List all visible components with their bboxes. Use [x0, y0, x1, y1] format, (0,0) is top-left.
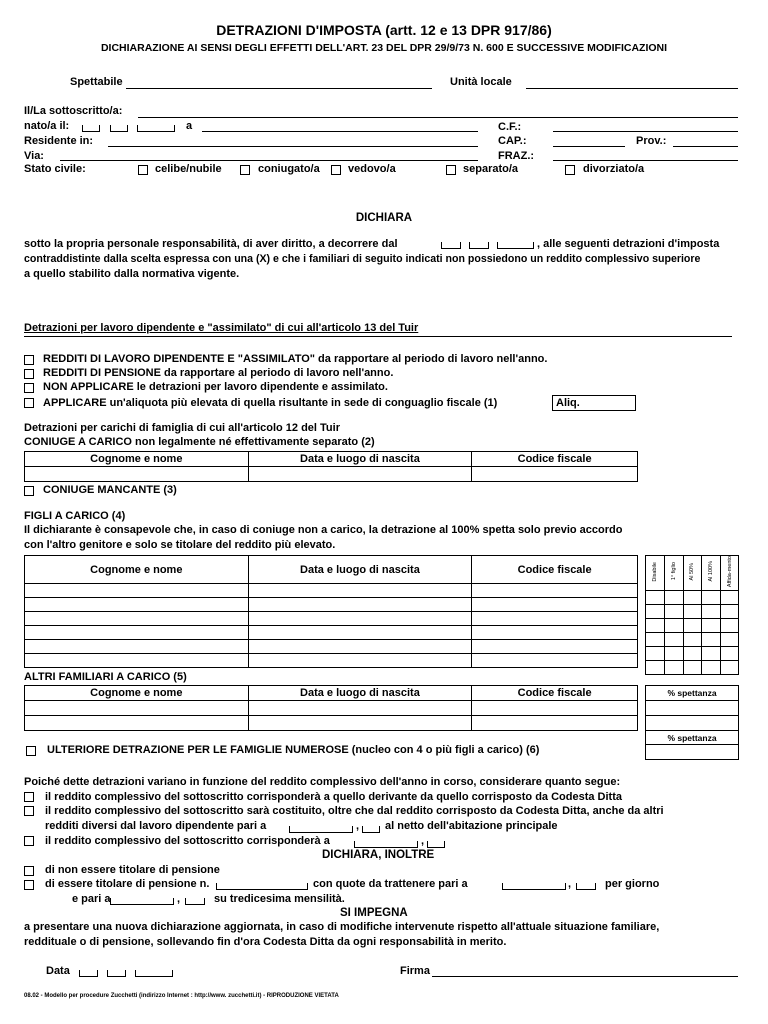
coniuge-col-cf: Codice fiscale: [472, 452, 638, 467]
option-cell[interactable]: [721, 661, 739, 675]
data-month-field[interactable]: [107, 970, 126, 977]
unita-locale-label: Unità locale: [450, 76, 512, 88]
ulteriore-spettanza-cell[interactable]: [646, 745, 739, 760]
nato-label: nato/a il:: [24, 120, 70, 132]
option-cell[interactable]: [664, 633, 683, 647]
figli-table: [24, 555, 638, 668]
figli-text-1: Il dichiarante è consapevole che, in caso di coniuge non a carico, la detrazione al 100% spetta solo previo accordo: [24, 524, 623, 536]
page-title: DETRAZIONI D'IMPOSTA (artt. 12 e 13 DPR 917/86): [216, 22, 552, 38]
lavoro-divider: [24, 336, 732, 337]
spettabile-field[interactable]: [126, 88, 432, 89]
option-cell[interactable]: [721, 619, 739, 633]
altri-spettanza-table: [645, 685, 739, 731]
option-cell[interactable]: [683, 647, 702, 661]
celibe-label: celibe/nubile: [155, 163, 222, 175]
aliquota-label: Aliq.: [556, 397, 580, 409]
comma-sep: ,: [421, 835, 425, 847]
reddito-option-2-checkbox[interactable]: [24, 806, 34, 816]
comma-sep: ,: [568, 878, 572, 890]
decorrenza-year-field[interactable]: [497, 242, 534, 249]
lavoro-option-4-checkbox[interactable]: [24, 398, 34, 408]
prov-label: Prov.:: [636, 135, 667, 147]
figlio-6-cf-cell[interactable]: [472, 654, 638, 668]
coniuge-table: [24, 451, 638, 482]
figlio-1-cf-cell[interactable]: [472, 584, 638, 598]
dichiara-line1a: sotto la propria personale responsabilità, di aver diritto, a decorrere dal: [24, 238, 398, 250]
data-day-field[interactable]: [79, 970, 98, 977]
altro-1-birth-cell[interactable]: [248, 701, 472, 716]
reddito-option-2a-label: il reddito complessivo del sottoscritto sarà costituito, oltre che dal reddito corrisposto da Codesta Ditta, anche da altri: [45, 805, 664, 817]
altri-redditi-amount-field[interactable]: [289, 826, 353, 833]
fraz-field[interactable]: [553, 160, 738, 161]
altri-heading: ALTRI FAMILIARI A CARICO (5): [24, 671, 187, 683]
comma-sep: ,: [177, 893, 181, 905]
option-cell[interactable]: [683, 661, 702, 675]
figli-col-name: Cognome e nome: [25, 556, 249, 584]
coniugato-label: coniugato/a: [258, 163, 320, 175]
figli-text-2: con l'altro genitore e solo se titolare del reddito più elevato.: [24, 539, 336, 551]
coniugato-checkbox[interactable]: [240, 165, 250, 175]
comma-sep: ,: [356, 820, 360, 832]
option-cell[interactable]: [646, 619, 665, 633]
figli-col-cf: Codice fiscale: [472, 556, 638, 584]
lavoro-option-3-label: NON APPLICARE le detrazioni per lavoro dipendente e assimilato.: [43, 381, 388, 393]
coniuge-birth-cell[interactable]: [248, 467, 472, 482]
residente-label: Residente in:: [24, 135, 94, 147]
unita-locale-field[interactable]: [526, 88, 738, 89]
cf-field[interactable]: [553, 131, 738, 132]
reddito-option-3-label: il reddito complessivo del sottoscritto corrisponderà a: [45, 835, 330, 847]
altro-2-cf-cell[interactable]: [472, 716, 638, 731]
per-giorno-label: per giorno: [605, 878, 660, 890]
altri-spettanza-header: % spettanza: [646, 686, 739, 701]
col-al-50: Al 50%: [689, 562, 696, 581]
ulteriore-spettanza-table: [645, 730, 739, 760]
coniuge-col-name: Cognome e nome: [25, 452, 249, 467]
stato-civile-label: Stato civile:: [24, 163, 86, 175]
impegna-title: SI IMPEGNA: [340, 907, 408, 919]
figli-col-birth: Data e luogo di nascita: [248, 556, 472, 584]
lavoro-option-1-label: REDDITI DI LAVORO DIPENDENTE E "ASSIMILATO" da rapportare al periodo di lavoro nell'anno.: [43, 353, 548, 365]
altri-col-birth: Data e luogo di nascita: [248, 686, 472, 701]
lavoro-option-2-label: REDDITI DI PENSIONE da rapportare al periodo di lavoro nell'anno.: [43, 367, 394, 379]
coniuge-col-birth: Data e luogo di nascita: [248, 452, 472, 467]
figlio-5-cf-cell[interactable]: [472, 640, 638, 654]
figlio-3-name-cell[interactable]: [25, 612, 249, 626]
figlio-5-name-cell[interactable]: [25, 640, 249, 654]
option-cell[interactable]: [664, 647, 683, 661]
no-pensione-checkbox[interactable]: [24, 866, 34, 876]
figli-heading: FIGLI A CARICO (4): [24, 510, 126, 522]
figlio-4-birth-cell[interactable]: [248, 626, 472, 640]
spettabile-label: Spettabile: [70, 76, 123, 88]
divorziato-label: divorziato/a: [583, 163, 645, 175]
option-cell[interactable]: [721, 605, 739, 619]
coniuge-label: CONIUGE A CARICO non legalmente né effettivamente separato (2): [24, 436, 375, 448]
option-cell[interactable]: [721, 591, 739, 605]
separato-checkbox[interactable]: [446, 165, 456, 175]
altro-2-name-cell[interactable]: [25, 716, 249, 731]
sottoscritto-label: Il/La sottoscritto/a:: [24, 105, 123, 117]
e-pari-label: e pari a: [72, 893, 111, 905]
reddito-option-1-label: il reddito complessivo del sottoscritto corrisponderà a quello derivante da quello corrisposto da Codesta Ditta: [45, 791, 623, 803]
coniuge-mancante-label: CONIUGE MANCANTE (3): [43, 484, 177, 496]
option-cell[interactable]: [664, 619, 683, 633]
option-cell[interactable]: [664, 605, 683, 619]
reddito-totale-amount-field[interactable]: [354, 841, 418, 848]
reddito-option-1-checkbox[interactable]: [24, 792, 34, 802]
figli-options-table: [645, 555, 739, 675]
no-pensione-label: di non essere titolare di pensione: [45, 864, 220, 876]
prov-field[interactable]: [673, 146, 738, 147]
altri-col-name: Cognome e nome: [25, 686, 249, 701]
option-cell[interactable]: [702, 633, 721, 647]
divorziato-checkbox[interactable]: [565, 165, 575, 175]
vedovo-label: vedovo/a: [348, 163, 396, 175]
coniuge-name-cell[interactable]: [25, 467, 249, 482]
aliquota-field[interactable]: [552, 395, 636, 411]
inoltre-title: DICHIARA, INOLTRE: [322, 849, 435, 861]
firma-field[interactable]: [432, 976, 738, 977]
via-label: Via:: [24, 150, 44, 162]
cap-label: CAP.:: [498, 135, 527, 147]
reddito-option-3-checkbox[interactable]: [24, 836, 34, 846]
option-cell[interactable]: [683, 591, 702, 605]
figlio-4-name-cell[interactable]: [25, 626, 249, 640]
col-disabile: Disabile: [651, 561, 658, 582]
figlio-4-cf-cell[interactable]: [472, 626, 638, 640]
lavoro-option-2-checkbox[interactable]: [24, 369, 34, 379]
figlio-1-name-cell[interactable]: [25, 584, 249, 598]
spettanza-cell[interactable]: [646, 716, 739, 731]
option-cell[interactable]: [646, 605, 665, 619]
figlio-6-name-cell[interactable]: [25, 654, 249, 668]
birth-month-field[interactable]: [110, 125, 128, 132]
figlio-2-name-cell[interactable]: [25, 598, 249, 612]
col-primo-figlio: 1° figlio: [670, 562, 677, 581]
option-cell[interactable]: [721, 633, 739, 647]
option-cell[interactable]: [702, 619, 721, 633]
data-year-field[interactable]: [135, 970, 173, 977]
ulteriore-spettanza-header: % spettanza: [646, 731, 739, 745]
col-al-100: Al 100%: [708, 561, 715, 582]
fraz-label: FRAZ.:: [498, 150, 535, 162]
reddito-intro: Poiché dette detrazioni variano in funzione del reddito complessivo dell'anno in corso, considerare quanto segue:: [24, 776, 621, 788]
option-cell[interactable]: [702, 647, 721, 661]
separato-label: separato/a: [463, 163, 519, 175]
altri-table: [24, 685, 638, 731]
firma-label: Firma: [400, 965, 430, 977]
option-cell[interactable]: [664, 591, 683, 605]
quote-label: con quote da trattenere pari a: [313, 878, 468, 890]
quota-giorno-decimals-field[interactable]: [576, 883, 596, 890]
pensione-label: di essere titolare di pensione n.: [45, 878, 210, 890]
quota-giorno-amount-field[interactable]: [502, 883, 566, 890]
figlio-1-birth-cell[interactable]: [248, 584, 472, 598]
reddito-totale-decimals-field[interactable]: [427, 841, 445, 848]
birth-day-field[interactable]: [82, 125, 100, 132]
data-label: Data: [46, 965, 70, 977]
famiglie-numerose-checkbox[interactable]: [26, 746, 36, 756]
option-cell[interactable]: [646, 591, 665, 605]
vedovo-checkbox[interactable]: [331, 165, 341, 175]
lavoro-option-3-checkbox[interactable]: [24, 383, 34, 393]
lavoro-option-4-label: APPLICARE un'aliquota più elevata di quella risultante in sede di conguaglio fiscale (1): [43, 397, 498, 409]
reddito-option-2b-label: redditi diversi dal lavoro dipendente pari a: [45, 820, 267, 832]
birth-place-field[interactable]: [202, 131, 478, 132]
coniuge-mancante-checkbox[interactable]: [24, 486, 34, 496]
via-field[interactable]: [60, 160, 478, 161]
option-cell[interactable]: [683, 633, 702, 647]
spettanza-cell[interactable]: [646, 701, 739, 716]
option-cell[interactable]: [702, 661, 721, 675]
dichiara-line2: contraddistinte dalla scelta espressa con una (X) e che i familiari di seguito indicati non possiedono un reddito complessivo superiore: [24, 253, 701, 265]
option-cell[interactable]: [646, 633, 665, 647]
altri-col-cf: Codice fiscale: [472, 686, 638, 701]
figlio-3-birth-cell[interactable]: [248, 612, 472, 626]
impegna-text-1: a presentare una nuova dichiarazione aggiornata, in caso di modifiche intervenute rispetto all'attuale situazione familiare,: [24, 921, 660, 933]
famiglie-numerose-label: ULTERIORE DETRAZIONE PER LE FAMIGLIE NUMEROSE (nucleo con 4 o più figli a carico) (6): [47, 744, 540, 756]
tredicesima-label: su tredicesima mensilità.: [214, 893, 345, 905]
lavoro-option-1-checkbox[interactable]: [24, 355, 34, 365]
option-cell[interactable]: [702, 591, 721, 605]
impegna-text-2: reddituale o di pensione, sollevando fin d'ora Codesta Ditta da ogni responsabilità in merito.: [24, 936, 507, 948]
altro-1-name-cell[interactable]: [25, 701, 249, 716]
option-cell[interactable]: [683, 619, 702, 633]
quota-tredicesima-decimals-field[interactable]: [185, 898, 205, 905]
quota-tredicesima-amount-field[interactable]: [110, 898, 174, 905]
lavoro-heading: Detrazioni per lavoro dipendente e "assimilato" di cui all'articolo 13 del Tuir: [24, 322, 419, 334]
carichi-heading: Detrazioni per carichi di famiglia di cui all'articolo 12 del Tuir: [24, 422, 340, 434]
option-cell[interactable]: [646, 661, 665, 675]
coniuge-cf-cell[interactable]: [472, 467, 638, 482]
cf-label: C.F.:: [498, 121, 522, 133]
sottoscritto-field[interactable]: [138, 117, 738, 118]
residente-field[interactable]: [108, 146, 478, 147]
altro-2-birth-cell[interactable]: [248, 716, 472, 731]
figlio-2-birth-cell[interactable]: [248, 598, 472, 612]
option-cell[interactable]: [646, 647, 665, 661]
footer-note: 08.02 - Modello per procedure Zucchetti (indirizzo Internet : http://www. zucchetti.it) - RIPRODUZIONE VIETATA: [24, 993, 339, 999]
figlio-5-birth-cell[interactable]: [248, 640, 472, 654]
celibe-checkbox[interactable]: [138, 165, 148, 175]
cap-field[interactable]: [553, 146, 625, 147]
figlio-3-cf-cell[interactable]: [472, 612, 638, 626]
option-cell[interactable]: [721, 647, 739, 661]
figlio-6-birth-cell[interactable]: [248, 654, 472, 668]
option-cell[interactable]: [683, 605, 702, 619]
col-affidamento: Affida-mento: [726, 556, 733, 588]
option-cell[interactable]: [702, 605, 721, 619]
pensione-numero-field[interactable]: [216, 883, 308, 890]
pensione-checkbox[interactable]: [24, 880, 34, 890]
dichiara-line3: a quello stabilito dalla normativa vigente.: [24, 268, 240, 280]
decorrenza-day-field[interactable]: [441, 242, 461, 249]
figlio-2-cf-cell[interactable]: [472, 598, 638, 612]
altri-redditi-decimals-field[interactable]: [362, 826, 380, 833]
decorrenza-month-field[interactable]: [469, 242, 489, 249]
birth-place-label: a: [186, 120, 193, 132]
dichiara-title: DICHIARA: [355, 212, 413, 224]
page-subtitle: DICHIARAZIONE AI SENSI DEGLI EFFETTI DELL'ART. 23 DEL DPR 29/9/73 N. 600 E SUCCESSIVE MODIFICAZIONI: [100, 42, 668, 54]
altro-1-cf-cell[interactable]: [472, 701, 638, 716]
reddito-option-2c-label: al netto dell'abitazione principale: [385, 820, 558, 832]
dichiara-line1b: , alle seguenti detrazioni d'imposta: [537, 238, 720, 250]
birth-year-field[interactable]: [137, 125, 175, 132]
option-cell[interactable]: [664, 661, 683, 675]
